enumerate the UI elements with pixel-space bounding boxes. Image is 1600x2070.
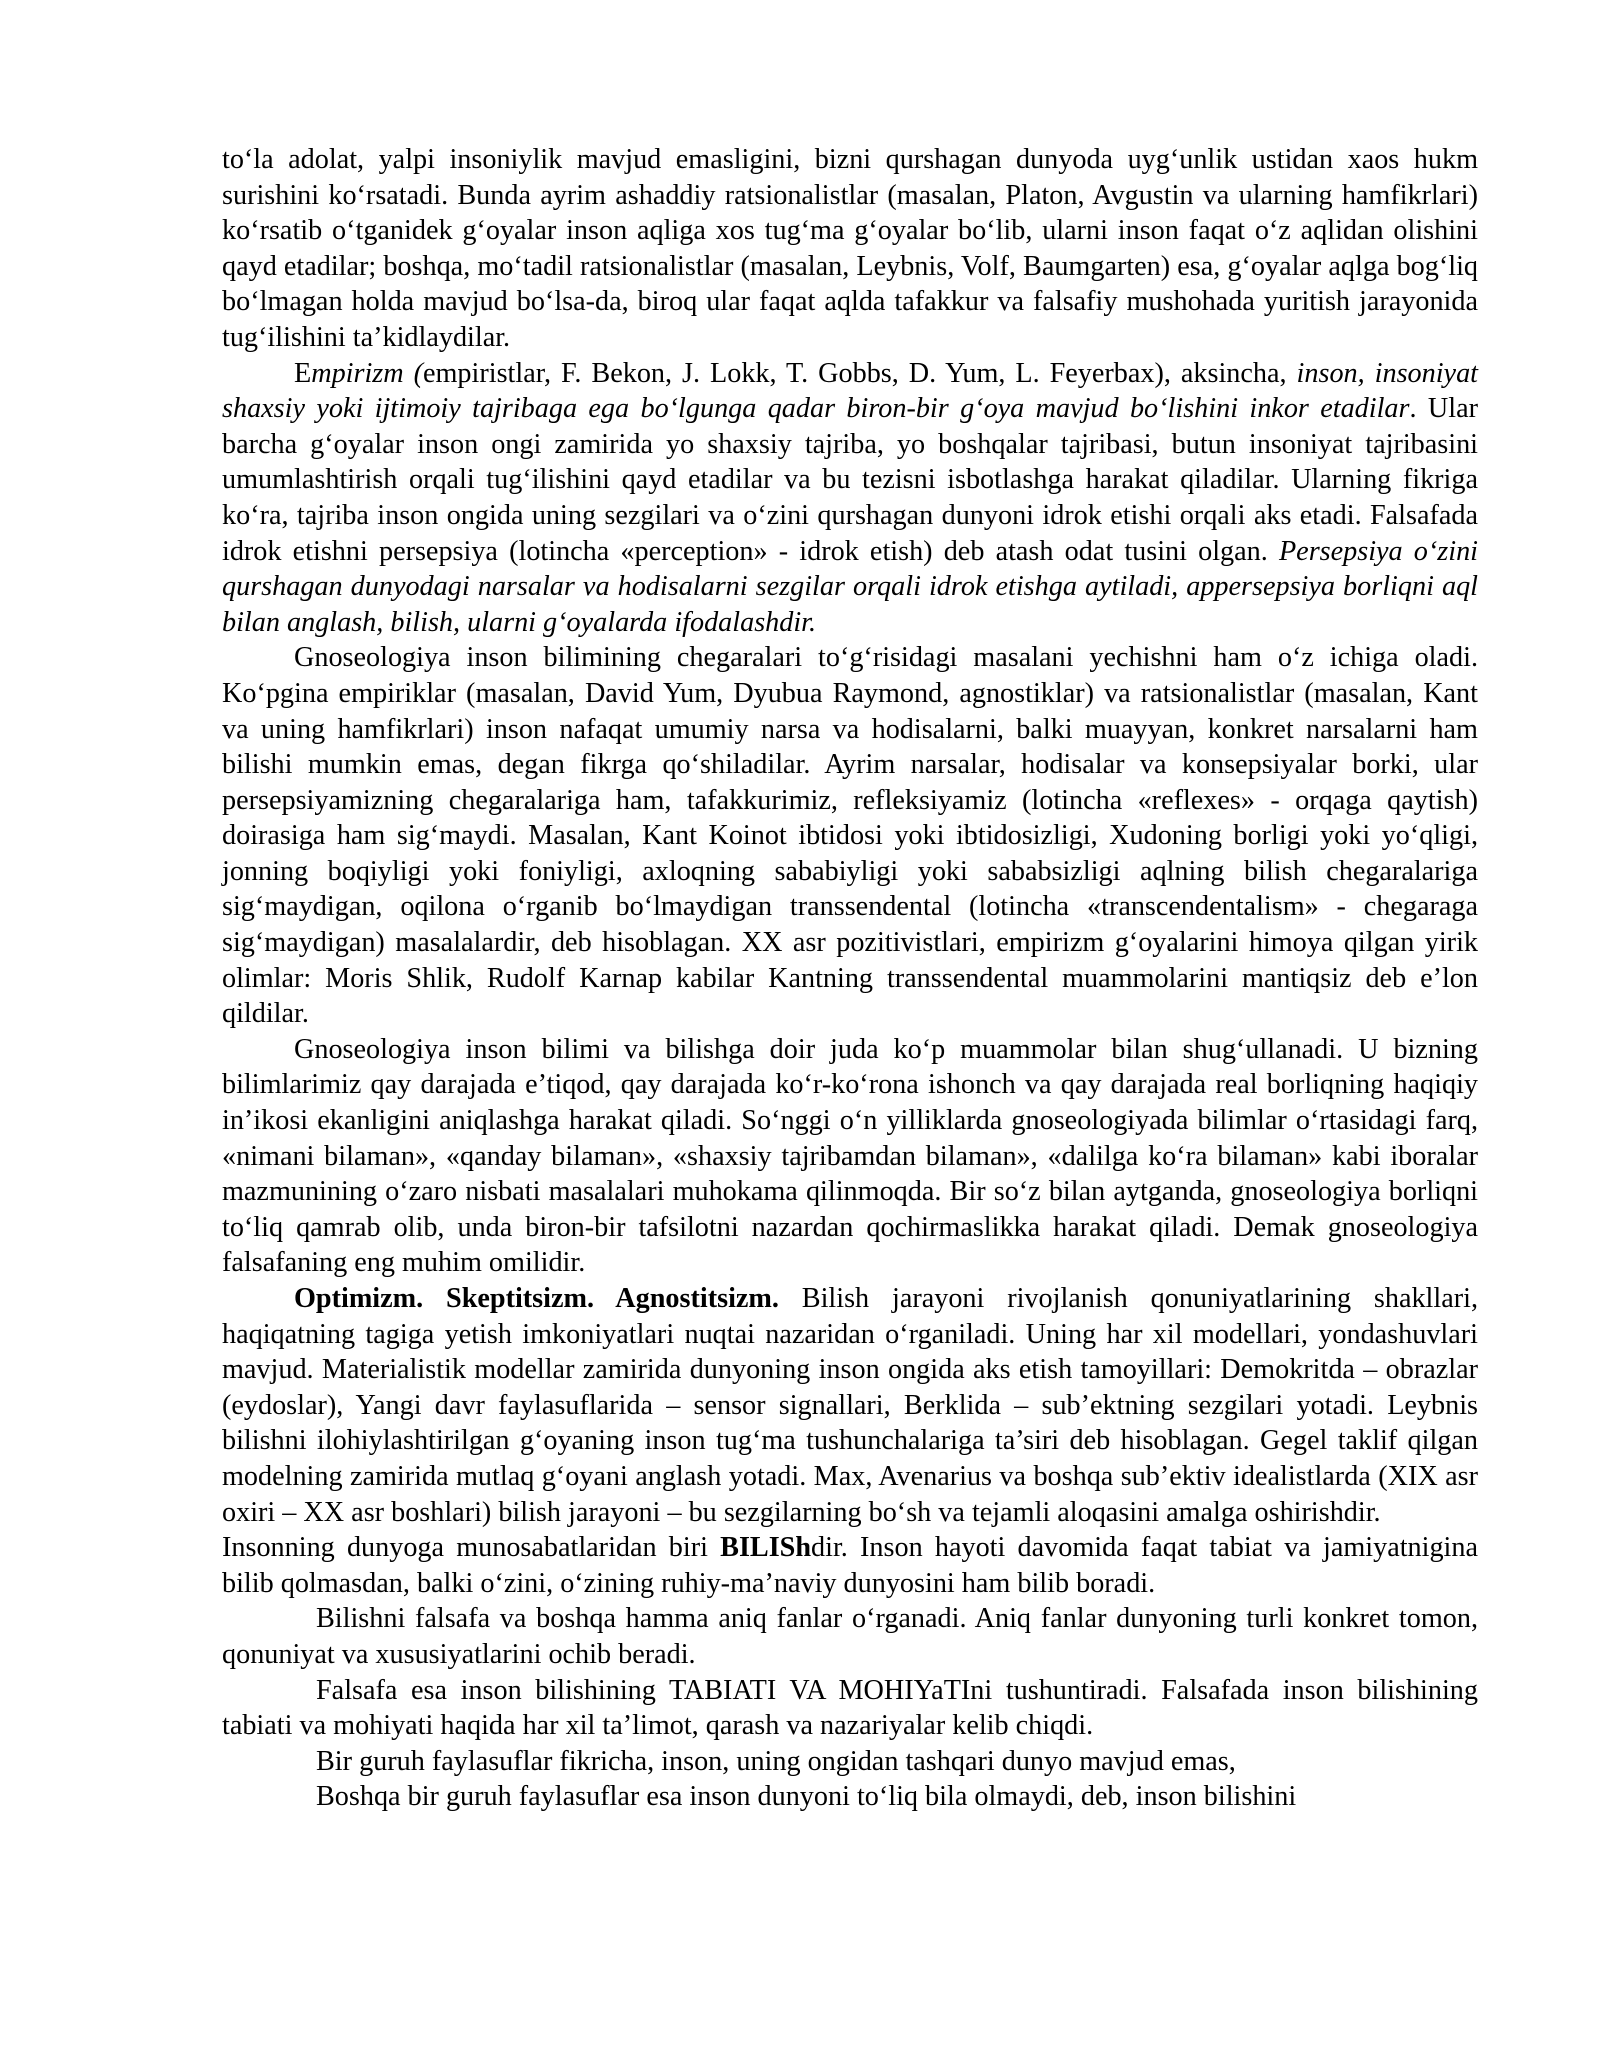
section-heading: Optimizm. Skeptitsizm. Agnostitsizm. — [294, 1283, 779, 1314]
empiricism-emphasis: inson, insoniyat shaxsiy yoki ijtimoiy tajribaga ega bo‘lgunga qadar biron-bir g‘oya mavjud bo‘lishini inkor etadilar — [222, 357, 1478, 425]
cognition-lead: Insonning dunyoga munosabatlaridan biri — [222, 1532, 721, 1564]
cognition-body: dir. Inson hayoti davomida faqat tabiat va jamiyatnigina bilib qolmasdan, balki o‘zini, o‘zining ruhiy-ma’naviy dunyosini ham bilib boradi. — [222, 1532, 1478, 1599]
paragraph-empiricism — [222, 356, 1478, 641]
paragraph-group-one: Bir guruh faylasuflar fikricha, inson, uning ongidan tashqari dunyo mavjud emas, — [316, 1745, 1236, 1777]
document-page — [222, 142, 1478, 1815]
paragraph-group-two: Boshqa bir guruh faylasuflar esa inson dunyoni to‘liq bila olmaydi, deb, inson bilishini — [316, 1781, 1297, 1813]
perception-definition: Persepsiya o‘zini qurshagan dunyodagi narsalar va hodisalarni sezgilar orqali idrok etishga aytiladi, appersepsiya borliqni aql bilan anglash, bilish, ularni g‘oyalarda ifodalashdir. — [222, 535, 1479, 638]
paragraph-cognition — [222, 1530, 1478, 1601]
cognition-term: BILISh — [720, 1532, 812, 1564]
empiricism-body: . Ular barcha g‘oyalar inson ongi zamirida yo shaxsiy tajriba, yo boshqalar tajribasi, butun insoniyat tajribasini umumlashtirish orqali tug‘ilishini qayd etadilar va bu tezisni isbotlashga harakat qiladilar. Ularning fikriga ko‘ra, tajriba inson ongida uning sezgilari va o‘zini qurshagan dunyoni idrok etishi orqali aks etadi. Falsafada idrok etishni persepsiya (lotincha «perception» - idrok etish) deb atash odat tusini olgan. — [222, 393, 1478, 567]
paragraph-limits-of-knowledge: Gnoseologiya inson bilimining chegaralari to‘g‘risidagi masalani yechishni ham o‘z ichiga oladi. Ko‘pgina empiriklar (masalan, David Yum, Dyubua Raymond, agnostiklar) va ratsionalistlar (masalan, Kant va uning hamfikrlari) inson nafaqat umumiy narsa va hodisalarni, balki muayyan, konkret narsalarni ham bilishi mumkin emas, degan fikrga qo‘shiladilar. Ayrim narsalar, hodisalar va konsepsiyalar borki, ular persepsiyamizning chegaralariga ham, tafakkurimiz, refleksiyamiz (lotincha «reflexes» - orqaga qaytish) doirasiga ham sig‘maydi. Masalan, Kant Koinot ibtidosi yoki ibtidosizligi, Xudoning borligi yoki yo‘qligi, jonning boqiyligi yoki foniyligi, axloqning sababiyligi yoki sababsizligi aqlning bilish chegaralariga sig‘maydigan, oqilona o‘rganib bo‘lmaydigan transsendental (lotincha «transcendentalism» - chegaraga sig‘maydigan) masalalardir, deb hisoblagan. XX asr pozitivistlari, empirizm g‘oyalarini himoya qilgan yirik olimlar: Moris Shlik, Rudolf Karnap kabilar Kantning transsendental muammolarini mantiqsiz deb e’lon qildilar. — [222, 642, 1478, 1030]
paragraph-optimism-skepticism — [222, 1281, 1478, 1530]
empiricism-initial: E — [294, 357, 312, 389]
paragraph-sciences: Bilishni falsafa va boshqa hamma aniq fanlar o‘rganadi. Aniq fanlar dunyoning turli konkret tomon, qonuniyat va xususiyatlarini ochib beradi. — [222, 1603, 1478, 1670]
paragraph-gnoseology-problems: Gnoseologiya inson bilimi va bilishga doir juda ko‘p muammolar bilan shug‘ullanadi. U bizning bilimlarimiz qay darajada e’tiqod, qay darajada ko‘r-ko‘rona ishonch va qay darajada real borliqning haqiqiy in’ikosi ekanligini aniqlashga harakat qiladi. So‘nggi o‘n yilliklarda gnoseologiyada bilimlar o‘rtasidagi farq, «nimani bilaman», «qanday bilaman», «shaxsiy tajribamdan bilaman», «dalilga ko‘ra bilaman» kabi iboralar mazmunining o‘zaro nisbati masalalari muhokama qilinmoqda. Bir so‘z bilan aytganda, gnoseologiya borliqni to‘liq qamrab olib, unda biron-bir tafsilotni nazardan qochirmaslikka harakat qiladi. Demak gnoseologiya falsafaning eng muhim omilidir. — [222, 1033, 1478, 1279]
empiricism-term: mpirizm ( — [311, 357, 423, 389]
paragraph-rationalists: to‘la adolat, yalpi insoniylik mavjud emasligini, bizni qurshagan dunyoda uyg‘unlik ustidan xaos hukm surishini ko‘rsatadi. Bunda ayrim ashaddiy ratsionalistlar (masalan, Platon, Avgustin va ularning hamfikrlari) ko‘rsatib o‘tganidek g‘oyalar inson aqliga xos tug‘ma g‘oyalar bo‘lib, ularni inson faqat o‘z aqlidan olishini qayd etadilar; boshqa, mo‘tadil ratsionalistlar (masalan, Leybnis, Volf, Baumgarten) esa, g‘oyalar aqlga bog‘liq bo‘lmagan holda mavjud bo‘lsa-da, biroq ular faqat aqlda tafakkur va falsafiy mushohada yuritish jarayonida tug‘ilishini ta’kidlaydilar. — [222, 144, 1478, 353]
empiricism-list: empiristlar, F. Bekon, J. Lokk, T. Gobbs, D. Yum, L. Feyerbax), aksincha, — [422, 357, 1297, 389]
section-body: Bilish jarayoni rivojlanish qonuniyatlarining shakllari, haqiqatning tagiga yetish imkoniyatlari nuqtai nazaridan o‘rganiladi. Uning har xil modellari, yondashuvlari mavjud. Materialistik modellar zamirida dunyoning inson ongida aks etish tamoyillari: Demokritda – obrazlar (eydoslar), Yangi davr faylasuflarida – sensor signallari, Berklida – sub’ektning sezgilari yotadi. Leybnis bilishni ilohiylashtirilgan g‘oyaning inson tug‘ma tushunchalariga ta’siri deb hisoblagan. Gegel taklif qilgan modelning zamirida mutlaq g‘oyani anglash yotadi. Max, Avenarius va boshqa sub’ektiv idealistlarda (XIX asr oxiri – XX asr boshlari) bilish jarayoni – bu sezgilarning bo‘sh va tejamli aloqasini amalga oshirishdir. — [222, 1283, 1478, 1528]
paragraph-philosophy: Falsafa esa inson bilishining TABIATI VA MOHIYaTIni tushuntiradi. Falsafada inson bilishining tabiati va mohiyati haqida har xil ta’limot, qarash va nazariyalar kelib chiqdi. — [222, 1674, 1478, 1742]
